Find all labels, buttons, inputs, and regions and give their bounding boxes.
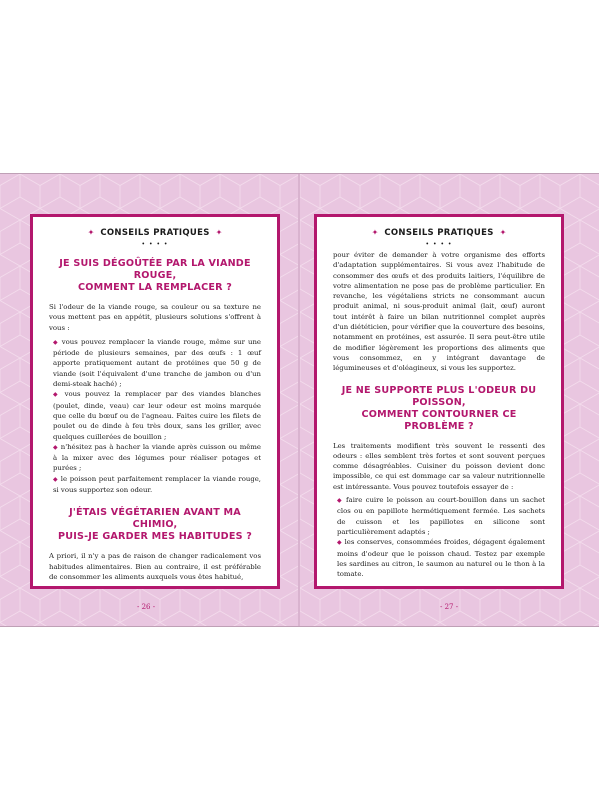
ornament-icon: ✦ bbox=[371, 228, 379, 237]
ornament-icon: ✦ bbox=[499, 228, 507, 237]
heading-line: PUIS-JE GARDER MES HABITUDES ? bbox=[57, 531, 253, 543]
list-item-text: le poisson peut parfaitement remplacer la viande rouge, si vous supportez son odeur. bbox=[53, 474, 261, 495]
ornament-icon: ✦ bbox=[87, 228, 95, 237]
list-item bbox=[49, 474, 261, 496]
heading-line: COMMENT CONTOURNER CE PROBLÈME ? bbox=[361, 408, 517, 432]
list-item-text: les conserves, consommées froides, dégagent également moins d'odeur que le poisson chaud. Testez par exemple les sardines au citron, le saumon au naturel ou le thon à la tomate. bbox=[337, 538, 545, 579]
bullet-icon: ◆ bbox=[53, 391, 60, 399]
book-gutter bbox=[298, 174, 300, 626]
section-title: CONSEILS PRATIQUES bbox=[384, 228, 494, 238]
page-number-right: - 27 - bbox=[440, 603, 459, 611]
right-page-content bbox=[333, 225, 545, 579]
right-section-header bbox=[333, 225, 545, 241]
page-number-left: - 26 - bbox=[137, 603, 156, 611]
list-item bbox=[49, 337, 261, 389]
heading-line: JE SUIS DÉGOÛTÉE PAR LA VIANDE ROUGE, bbox=[59, 258, 251, 281]
bullet-icon: ◆ bbox=[53, 338, 59, 346]
question-heading bbox=[49, 507, 261, 543]
question-heading bbox=[333, 385, 545, 433]
list-item-text: vous pouvez la remplacer par des viandes blanches (poulet, dinde, veau) car leur odeur est moins marquée que celle du bœuf ou de l'agneau. Faites cuire les filets de poulet ou de dinde à feu très doux, sans les griller, avec quelques cuillerées de bouillon ; bbox=[53, 390, 261, 441]
bullet-icon: ◆ bbox=[53, 443, 59, 451]
list-item bbox=[333, 537, 545, 579]
heading-line: COMMENT LA REMPLACER ? bbox=[78, 282, 232, 293]
list-item-text: faire cuire le poisson au court-bouillon dans un sachet clos ou en papillote hermétiquement fermée. Les sachets de cuisson et les papillotes en silicone sont particulièrement adaptés ; bbox=[337, 496, 545, 536]
heading-line: JE NE SUPPORTE PLUS L'ODEUR DU POISSON, bbox=[341, 384, 537, 408]
list-item-text: n'hésitez pas à hacher la viande après cuisson ou même à la mixer avec des légumes pour réaliser potages et purées ; bbox=[53, 442, 261, 473]
bullet-icon: ◆ bbox=[337, 539, 342, 547]
heading-line: J'ÉTAIS VÉGÉTARIEN AVANT MA CHIMIO, bbox=[69, 507, 241, 531]
bullet-icon: ◆ bbox=[53, 475, 59, 483]
body-paragraph: A priori, il n'y a pas de raison de changer radicalement vos habitudes alimentaires. Bien au contraire, il est préférable de consommer les aliments auxquels vous êtes habitué, bbox=[49, 552, 261, 581]
left-page-content bbox=[49, 225, 261, 582]
list-item bbox=[49, 442, 261, 474]
book-spread bbox=[0, 173, 599, 627]
list-item bbox=[333, 495, 545, 537]
body-paragraph: pour éviter de demander à votre organisme des efforts d'adaptation supplémentaires. Si vous avez l'habitude de consommer des œufs et des produits laitiers, l'équilibre de votre alimentation ne pose pas de problème particulier. En revanche, les végétaliens stricts ne consommant aucun produit animal, ni sous-produit animal (lait, œuf) auront tout intérêt à faire un bilan nutritionnel complet auprès d'un diététicien, pour vérifier que la couverture des besoins, notamment en protéines, est assurée. Il sera peut-être utile de modifier légèrement les proportions des aliments que vous consommez, en y intégrant davantage de légumineuses et d'oléagineux, si vous les supportez. bbox=[333, 251, 545, 373]
dots-divider: • • • • bbox=[141, 241, 169, 248]
right-page-frame bbox=[314, 214, 564, 589]
list-item-text: vous pouvez remplacer la viande rouge, même sur une période de plusieurs semaines, par des œufs : 1 œuf apporte pratiquement autant de protéines que 50 g de viande (soit l'équivalent d'une tranche de jambon ou d'un demi-steak haché) ; bbox=[53, 337, 261, 389]
dots-divider: • • • • bbox=[425, 241, 453, 248]
question-heading bbox=[49, 258, 261, 294]
left-section-header bbox=[49, 225, 261, 241]
bullet-icon: ◆ bbox=[337, 497, 343, 505]
list-item bbox=[49, 389, 261, 441]
section-title: CONSEILS PRATIQUES bbox=[100, 228, 210, 238]
ornament-icon: ✦ bbox=[215, 228, 223, 237]
left-page-frame bbox=[30, 214, 280, 589]
body-paragraph: Les traitements modifient très souvent le ressenti des odeurs : elles semblent très fortes et sont souvent perçues comme désagréables. Cuisiner du poisson devient donc impossible, ce qui est dommage car sa valeur nutritionnelle est intéressante. Vous pouvez toutefois essayer de : bbox=[333, 441, 545, 491]
body-paragraph: Si l'odeur de la viande rouge, sa couleur ou sa texture ne vous mettent pas en appétit, plusieurs solutions s'offrent à vous : bbox=[49, 303, 261, 332]
